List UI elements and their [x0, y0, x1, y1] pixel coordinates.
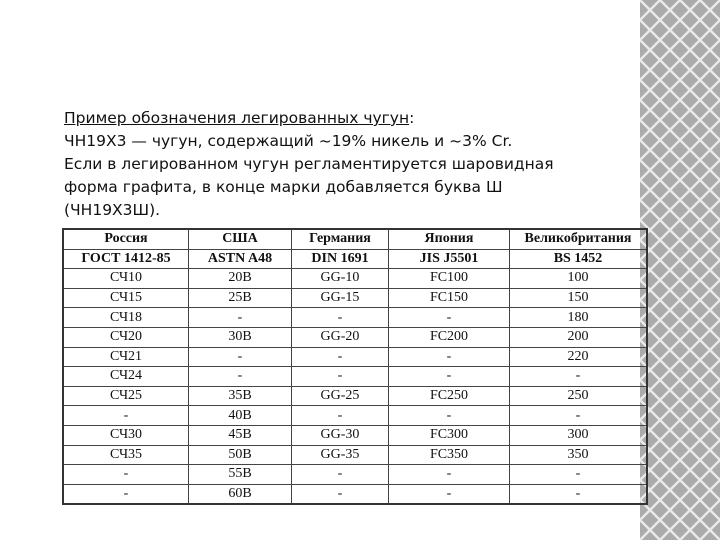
header-cell: Германия [292, 229, 389, 249]
table-cell: - [389, 406, 510, 426]
table-row [63, 425, 647, 445]
table-body [63, 269, 647, 505]
table-cell: СЧ35 [63, 445, 189, 465]
decorative-pattern-strip [640, 0, 720, 540]
table-cell: 350 [510, 445, 648, 465]
table-cell: 55B [189, 465, 292, 485]
standards-row [63, 249, 647, 269]
table-row [63, 386, 647, 406]
header-cell: Япония [389, 229, 510, 249]
table-cell: - [389, 308, 510, 328]
table-cell: 30B [189, 327, 292, 347]
grades-table-wrap [62, 228, 648, 505]
table-cell: 45B [189, 425, 292, 445]
heading: Пример обозначения легированных чугун [64, 109, 410, 127]
standard-cell: ASTN A48 [189, 249, 292, 269]
table-cell: - [389, 367, 510, 387]
table-cell: GG-15 [292, 288, 389, 308]
table-cell: - [63, 484, 189, 504]
header-cell: США [189, 229, 292, 249]
table-cell: 20B [189, 269, 292, 289]
table-cell: - [389, 484, 510, 504]
standard-cell: BS 1452 [510, 249, 648, 269]
table-cell: - [510, 465, 648, 485]
table-cell: 220 [510, 347, 648, 367]
table-row [63, 367, 647, 387]
text-line-3: форма графита, в конце марки добавляется буква Ш [64, 178, 503, 196]
table-row [63, 347, 647, 367]
table-cell: 50B [189, 445, 292, 465]
table-cell: - [510, 406, 648, 426]
table-cell: СЧ21 [63, 347, 189, 367]
header-cell: Россия [63, 229, 189, 249]
table-row [63, 327, 647, 347]
table-row [63, 484, 647, 504]
table-cell: 150 [510, 288, 648, 308]
table-cell: СЧ18 [63, 308, 189, 328]
table-cell: - [292, 347, 389, 367]
table-cell: FC200 [389, 327, 510, 347]
table-cell: - [510, 484, 648, 504]
table-cell: FC100 [389, 269, 510, 289]
table-row [63, 269, 647, 289]
table-row [63, 308, 647, 328]
table-cell: 180 [510, 308, 648, 328]
table-cell: GG-30 [292, 425, 389, 445]
table-cell: 200 [510, 327, 648, 347]
table-cell: 35B [189, 386, 292, 406]
text-line-1: ЧН19Х3 — чугун, содержащий ~19% никель и ~3% Cr. [64, 132, 513, 150]
standard-cell: JIS J5501 [389, 249, 510, 269]
table-row [63, 465, 647, 485]
table-cell: 25B [189, 288, 292, 308]
grades-table [62, 228, 648, 505]
table-cell: GG-35 [292, 445, 389, 465]
table-cell: GG-10 [292, 269, 389, 289]
table-cell: 60B [189, 484, 292, 504]
table-cell: GG-25 [292, 386, 389, 406]
table-cell: FC250 [389, 386, 510, 406]
table-cell: СЧ30 [63, 425, 189, 445]
table-cell: FC150 [389, 288, 510, 308]
table-cell: - [189, 308, 292, 328]
table-cell: - [63, 465, 189, 485]
table-row [63, 445, 647, 465]
text-line-2: Если в легированном чугун регламентируется шаровидная [64, 155, 554, 173]
table-cell: 40B [189, 406, 292, 426]
table-cell: FC300 [389, 425, 510, 445]
table-cell: - [389, 347, 510, 367]
table-cell: - [189, 367, 292, 387]
table-cell: GG-20 [292, 327, 389, 347]
text-block [64, 107, 639, 222]
table-cell: СЧ15 [63, 288, 189, 308]
header-row [63, 229, 647, 249]
table-cell: СЧ10 [63, 269, 189, 289]
table-cell: - [292, 484, 389, 504]
table-cell: СЧ20 [63, 327, 189, 347]
table-cell: 100 [510, 269, 648, 289]
table-cell: - [292, 367, 389, 387]
table-cell: 250 [510, 386, 648, 406]
table-cell: - [63, 406, 189, 426]
table-cell: - [389, 465, 510, 485]
table-row [63, 406, 647, 426]
table-cell: - [510, 367, 648, 387]
header-cell: Великобритания [510, 229, 648, 249]
table-cell: - [292, 406, 389, 426]
table-cell: - [292, 465, 389, 485]
table-row [63, 288, 647, 308]
table-cell: СЧ25 [63, 386, 189, 406]
table-cell: - [292, 308, 389, 328]
table-cell: - [189, 347, 292, 367]
table-cell: СЧ24 [63, 367, 189, 387]
standard-cell: ГОСТ 1412-85 [63, 249, 189, 269]
text-line-4: (ЧН19Х3Ш). [64, 201, 161, 219]
table-cell: FC350 [389, 445, 510, 465]
table-cell: 300 [510, 425, 648, 445]
heading-line [64, 107, 639, 130]
heading-suffix: : [409, 109, 415, 127]
standard-cell: DIN 1691 [292, 249, 389, 269]
